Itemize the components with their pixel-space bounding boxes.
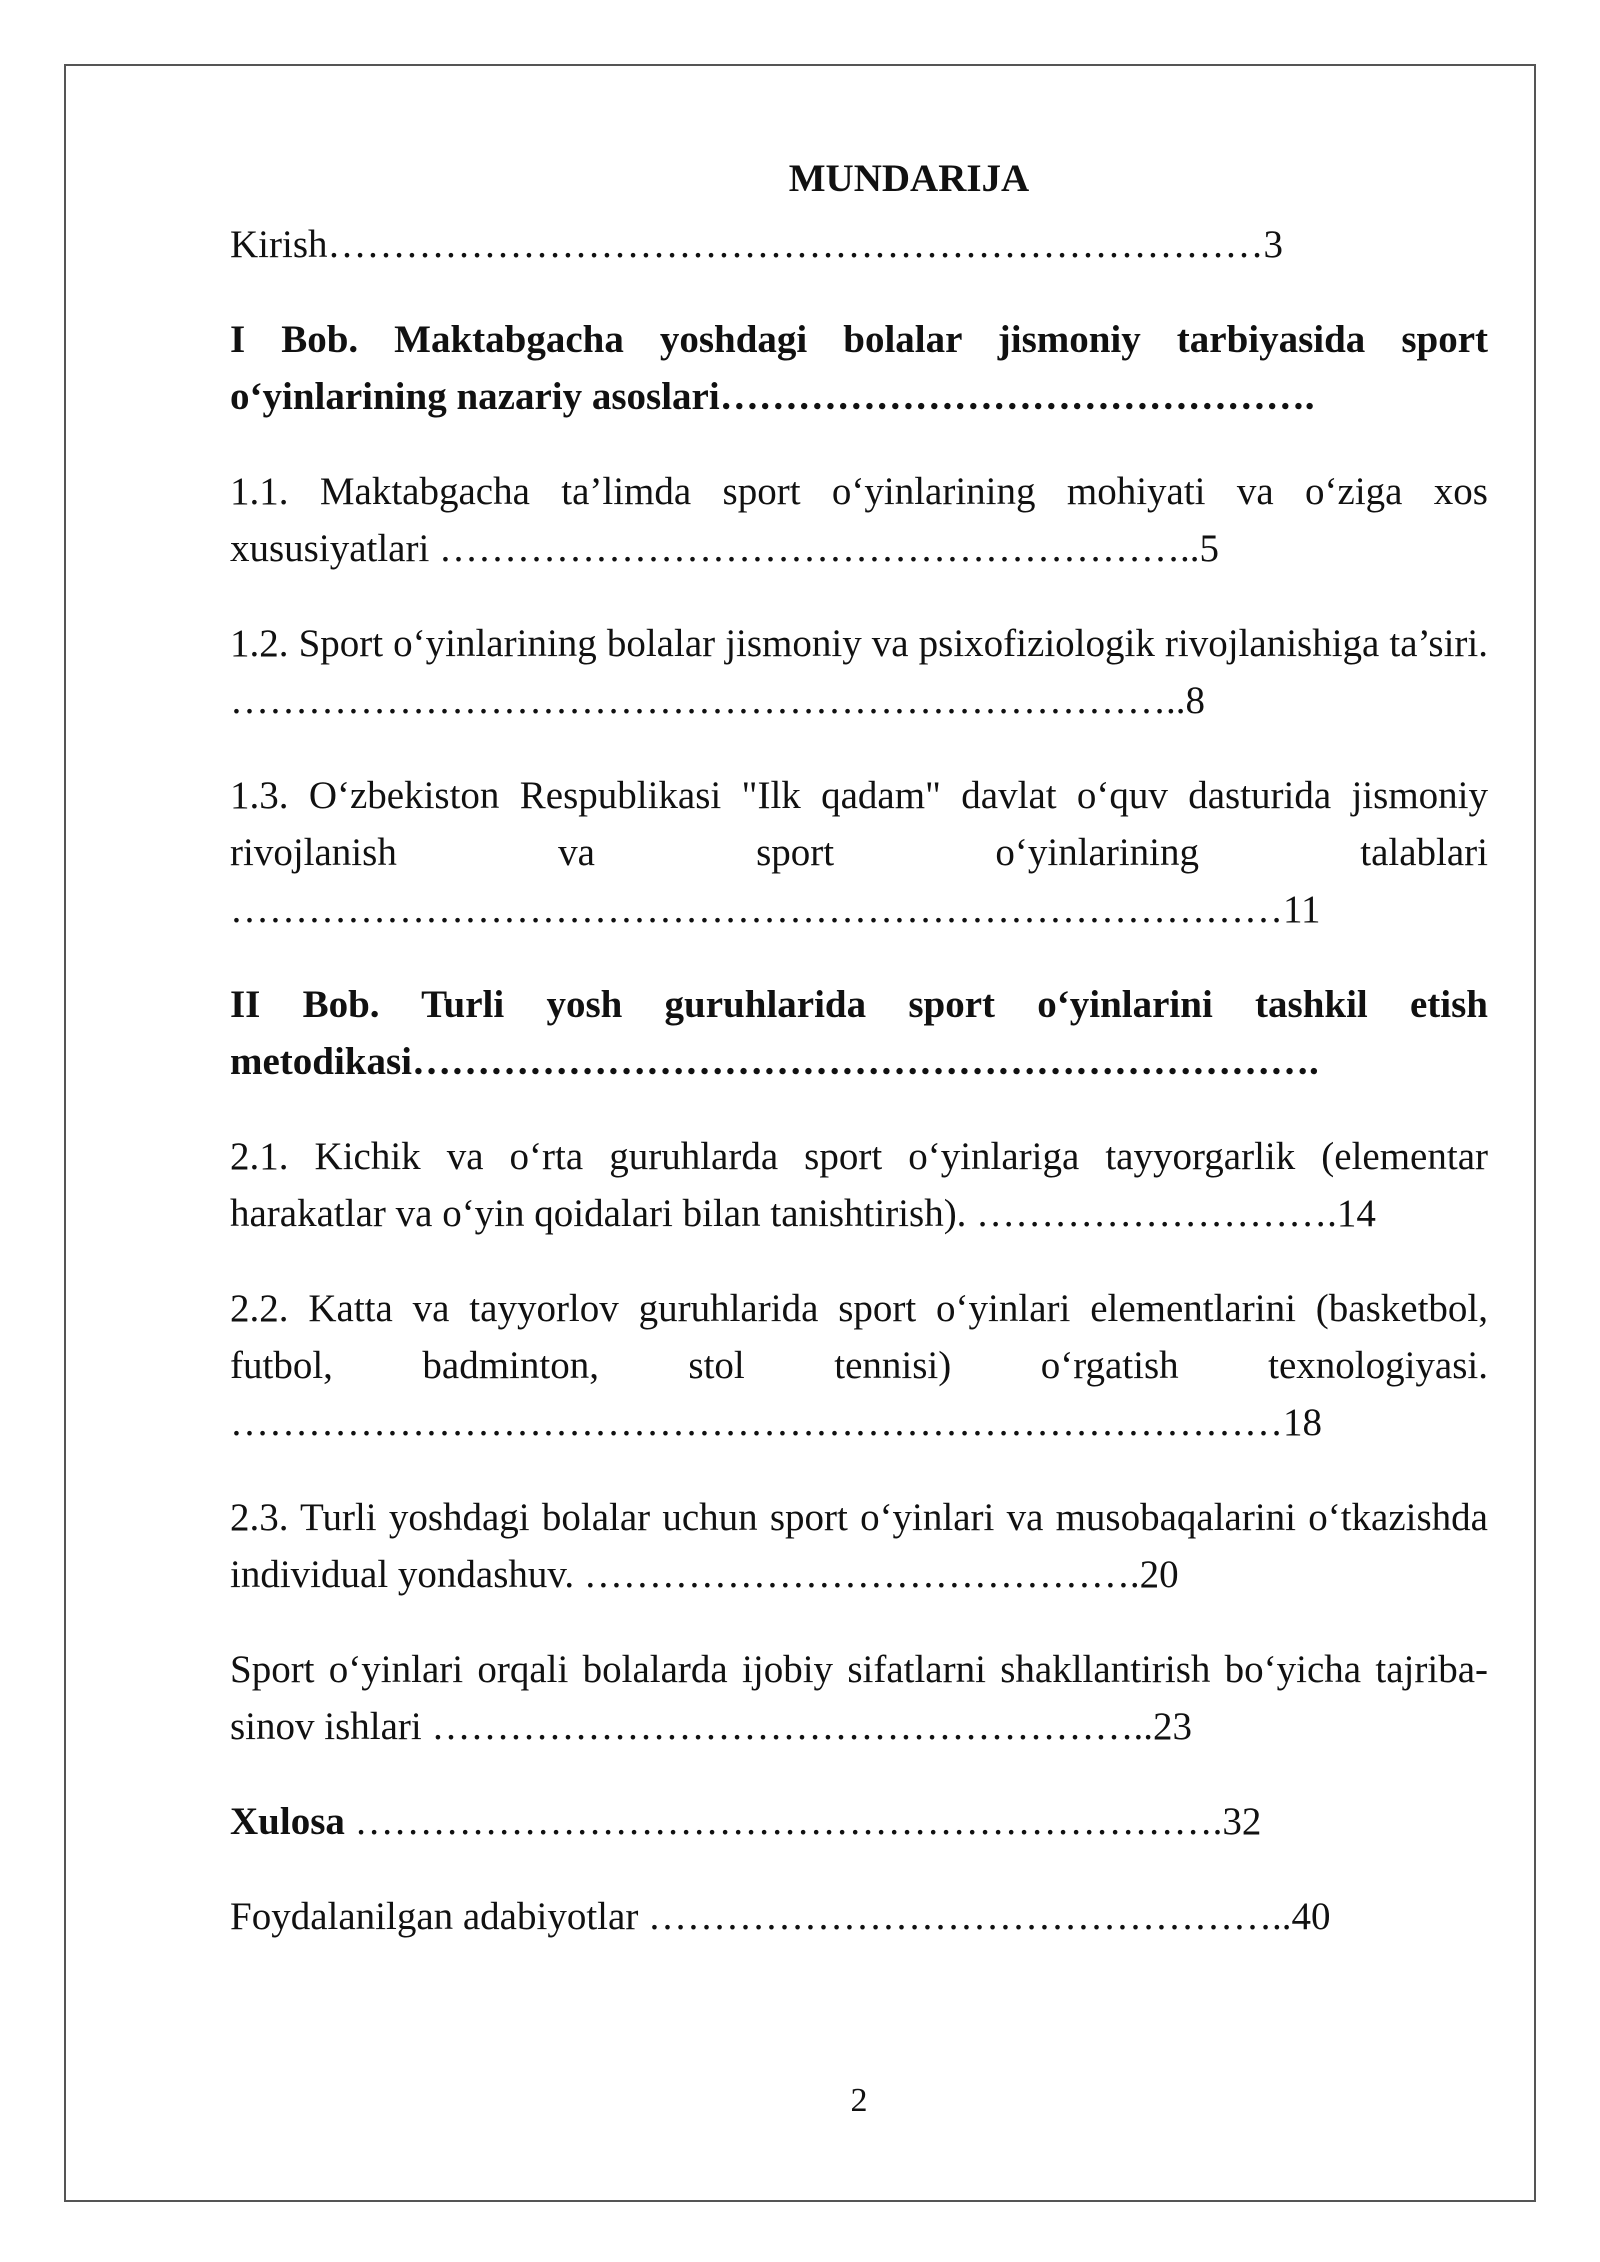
toc-entry-1-3: 1.3. O‘zbekiston Respublikasi "Ilk qadam" davlat o‘quv dasturida jismoniy rivojlanish va sport o‘yinlarining talablari ………………………………………………………………………11 xyxy=(230,774,1488,931)
toc-entry-kirish: Kirish………………………………………………………………3 xyxy=(230,223,1283,266)
toc-entry-2-2: 2.2. Katta va tayyorlov guruhlarida sport o‘yinlari elementlarini (basketbol, futbol, badminton, stol tennisi) o‘rgatish texnologiyasi. ………………………………………………………………………18 xyxy=(230,1287,1488,1444)
toc-entry-chapter-2: II Bob. Turli yosh guruhlarida sport o‘yinlarini tashkil etish metodikasi……………………………………………………………. xyxy=(230,983,1488,1083)
spacer xyxy=(230,1242,1488,1280)
table-of-contents xyxy=(230,150,1488,1945)
toc-entry-2-3: 2.3. Turli yoshdagi bolalar uchun sport o‘yinlari va musobaqalarini o‘tkazishda individual yondashuv. …………………………………….20 xyxy=(230,1496,1488,1596)
toc-entry-experiment: Sport o‘yinlari orqali bolalarda ijobiy sifatlarni shakllantirish bo‘yicha tajriba-sinov ishlari ………………………………………………..23 xyxy=(230,1648,1488,1748)
spacer xyxy=(230,1755,1488,1793)
page-number: 2 xyxy=(850,2082,868,2119)
spacer xyxy=(230,1850,1488,1888)
toc-entry-xulosa xyxy=(230,1793,1488,1850)
toc-entry-2-1: 2.1. Kichik va o‘rta guruhlarda sport o‘yinlariga tayyorgarlik (elementar harakatlar va o‘yin qoidalari bilan tanishtirish). ……………………….14 xyxy=(230,1135,1488,1235)
toc-title: MUNDARIJA xyxy=(788,157,1030,200)
spacer xyxy=(230,1451,1488,1489)
toc-entry-1-2: 1.2. Sport o‘yinlarining bolalar jismoniy va psixofiziologik rivojlanishiga ta’siri. ………………………………………………………………..8 xyxy=(230,622,1488,722)
spacer xyxy=(230,273,1488,311)
spacer xyxy=(230,729,1488,767)
toc-entry-xulosa-leader: ………………………………………………………….32 xyxy=(344,1800,1262,1843)
toc-entry-chapter-1: I Bob. Maktabgacha yoshdagi bolalar jismoniy tarbiyasida sport o‘yinlarining nazariy asoslari………………………………………. xyxy=(230,318,1488,418)
spacer xyxy=(230,577,1488,615)
spacer xyxy=(230,425,1488,463)
spacer xyxy=(230,1603,1488,1641)
spacer xyxy=(230,1090,1488,1128)
toc-entry-xulosa-label: Xulosa xyxy=(230,1800,345,1843)
toc-entry-references: Foydalanilgan adabiyotlar …………………………………………..40 xyxy=(230,1895,1331,1938)
toc-entry-1-1: 1.1. Maktabgacha ta’limda sport o‘yinlarining mohiyati va o‘ziga xos xususiyatlari …………………………………………………..5 xyxy=(230,470,1488,570)
spacer xyxy=(230,938,1488,976)
